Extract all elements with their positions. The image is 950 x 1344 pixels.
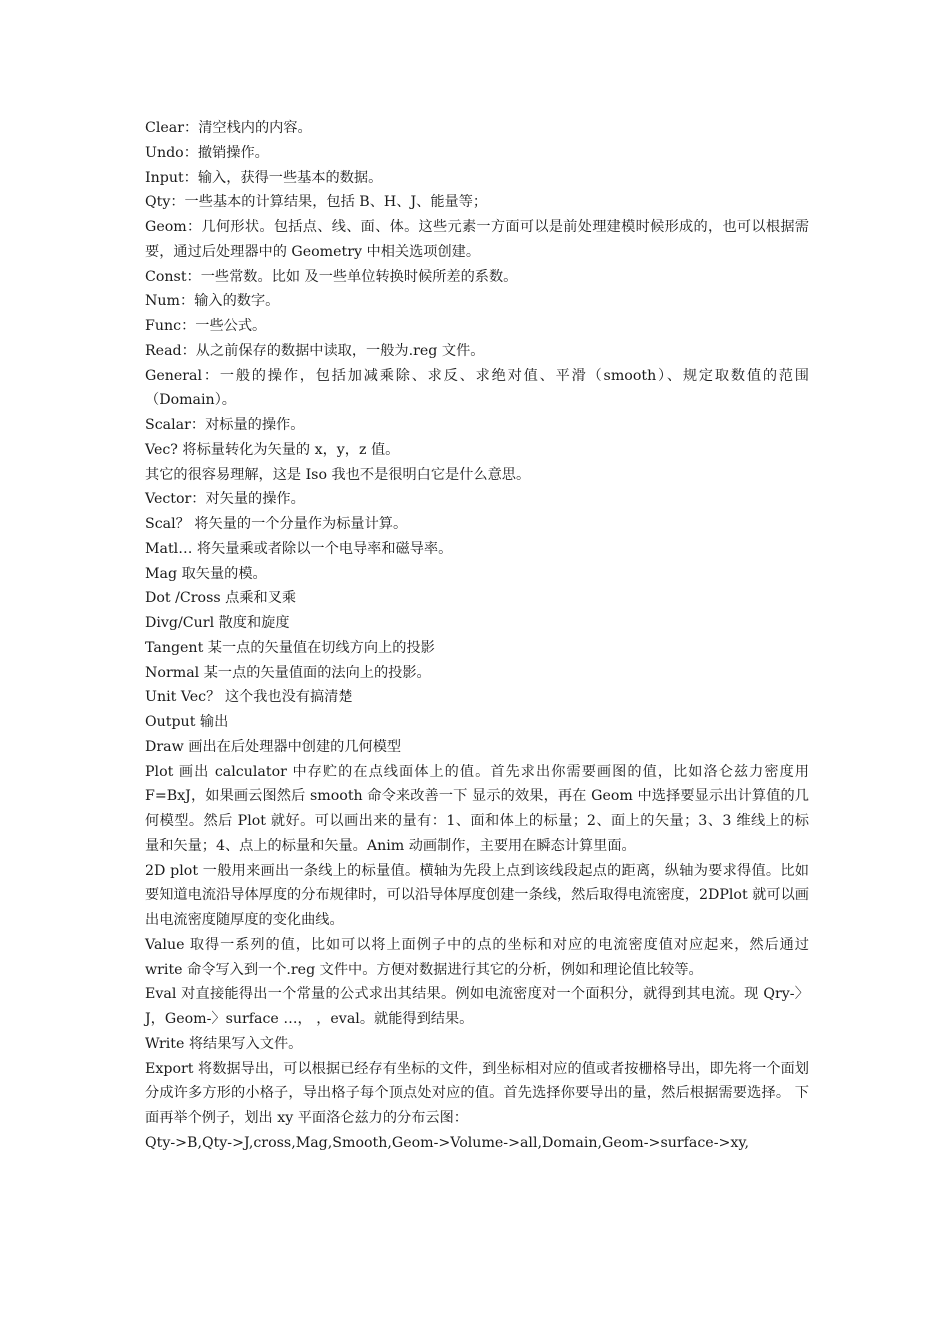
paragraph-scalar: Scalar：对标量的操作。	[145, 417, 305, 433]
paragraph-vec: Vec? 将标量转化为矢量的 x，y，z 值。	[145, 441, 400, 458]
paragraph-unit-vec: Unit Vec？ 这个我也没有搞清楚	[145, 689, 353, 706]
paragraph-plot: Plot 画出 calculator 中存贮的在点线面体上的值。首先求出你需要画图的值，比如洛仑兹力密度用 F=BxJ，如果画云图然后 smooth 命令来改善一下 显示的效果，再在 Geom 中选择要显示出计算值的几何模型。然后 Plot 就好。可以画出来的量有：1、面和体上的标量；2、面上的矢量；3、3 维线上的标 量和矢量；4、点上的标量和矢量。Anim 动画制作，主要用在瞬态计算里面。	[145, 763, 809, 854]
paragraph-func: Func：一些公式。	[145, 318, 267, 334]
paragraph-normal: Normal 某一点的矢量值面的法向上的投影。	[145, 664, 431, 681]
paragraph-qty: Qty：一些基本的计算结果，包括 B、H、J、能量等；	[145, 194, 488, 211]
paragraph-value: Value 取得一系列的值，比如可以将上面例子中的点的坐标和对应的电流密度值对应起来，然后通过 write 命令写入到一个.reg 文件中。方便对数据进行其它的分析，例如和理论值比较等。	[145, 936, 809, 978]
paragraph-vector: Vector：对矢量的操作。	[145, 491, 305, 508]
paragraph-mag: Mag 取矢量的模。	[145, 565, 267, 582]
paragraph-dot-cross: Dot /Cross 点乘和叉乘	[145, 590, 297, 607]
document-page	[145, 116, 809, 1156]
paragraph-num: Num：输入的数字。	[145, 293, 280, 310]
paragraph-2d-plot: 2D plot 一般用来画出一条线上的标量值。横轴为先段上点到该线段起点的距离，纵轴为要求得值。比如要知道电流沿导体厚度的分布规律时，可以沿导体厚度创建一条线，然后取得电流密度，2DPlot 就可以画出电流密度随厚度的变化曲线。	[145, 862, 809, 928]
paragraph-clear: Clear：清空栈内的内容。	[145, 120, 312, 136]
paragraph-const: Const：一些常数。比如 及一些单位转换时候所差的系数。	[145, 268, 518, 285]
paragraph-eval: Eval 对直接能得出一个常量的公式求出其结果。例如电流密度对一个面积分，就得到其电流。现 Qry-〉J，Geom-〉surface …， ，eval。就能得到结果。	[145, 986, 809, 1027]
paragraph-general: General：一般的操作，包括加减乘除、求反、求绝对值、平滑（smooth）、规定取数值的范围（Domain）。	[145, 367, 809, 409]
paragraph-undo: Undo：撤销操作。	[145, 144, 269, 161]
paragraph-command-sequence: Qty->B,Qty->J,cross,Mag,Smooth,Geom->Volume->all,Domain,Geom->surface->xy,	[145, 1134, 750, 1151]
paragraph-read: Read：从之前保存的数据中读取，一般为.reg 文件。	[145, 342, 485, 359]
paragraph-output: Output 输出	[145, 714, 229, 730]
paragraph-tangent: Tangent 某一点的矢量值在切线方向上的投影	[145, 639, 435, 656]
paragraph-draw: Draw 画出在后处理器中创建的几何模型	[145, 738, 402, 755]
paragraph-write: Write 将结果写入文件。	[145, 1035, 303, 1052]
paragraph-matl: Matl… 将矢量乘或者除以一个电导率和磁导率。	[145, 540, 453, 557]
paragraph-divg-curl: Divg/Curl 散度和旋度	[145, 615, 290, 631]
paragraph-export: Export 将数据导出，可以根据已经存有坐标的文件，到坐标相对应的值或者按栅格导出，即先将一个面划分成许多方形的小格子，导出格子每个顶点处对应的值。首先选择你要导出的量，然后根据需要选择。 下面再举个例子，划出 xy 平面洛仑兹力的分布云图：	[145, 1060, 809, 1126]
paragraph-iso: 其它的很容易理解，这是 Iso 我也不是很明白它是什么意思。	[145, 466, 531, 483]
paragraph-scal: Scal？ 将矢量的一个分量作为标量计算。	[145, 516, 408, 532]
paragraph-geom: Geom：几何形状。包括点、线、面、体。这些元素一方面可以是前处理建模时候形成的，也可以根据需要，通过后处理器中的 Geometry 中相关选项创建。	[145, 219, 809, 260]
paragraph-input: Input：输入，获得一些基本的数据。	[145, 169, 383, 186]
